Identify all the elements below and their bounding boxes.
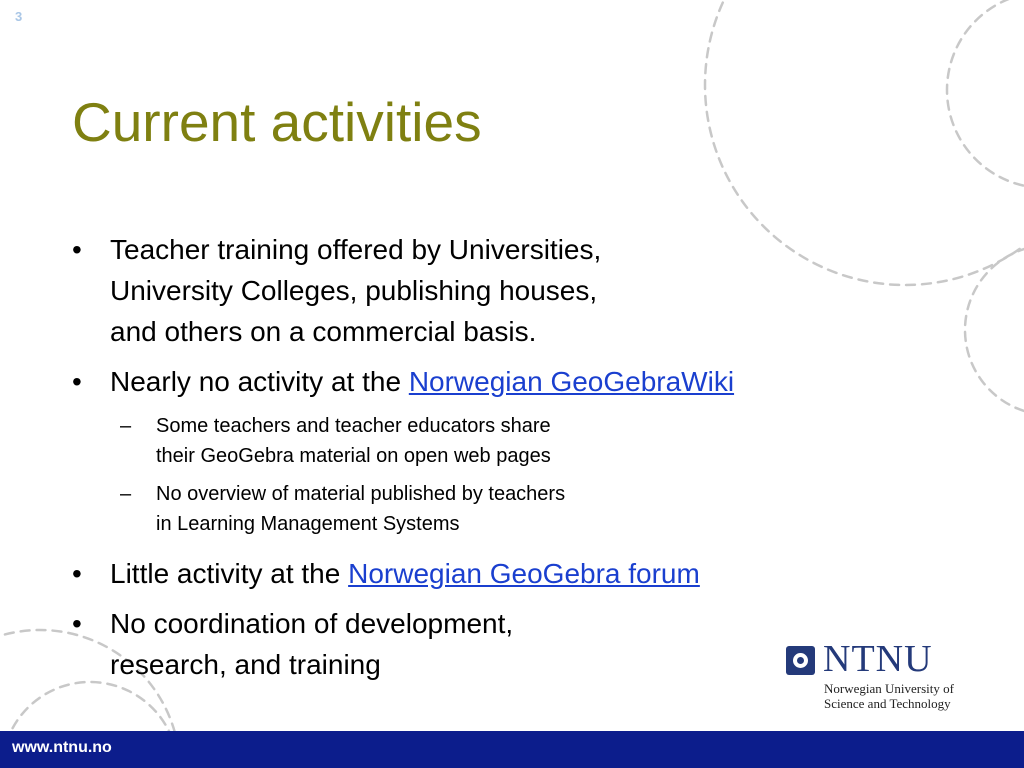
bullet-icon: • [72,608,82,639]
ntnu-wordmark: NTNU [823,638,933,680]
ntnu-emblem-icon [786,646,815,675]
bullet-list [72,229,932,694]
dash-icon: – [120,483,132,505]
bullet-text: No coordination of development, [110,608,514,639]
sub-item-text: in Learning Management Systems [156,513,460,535]
bullet-text: University Colleges, publishing houses, [110,275,598,306]
footer-url: www.ntnu.no [12,739,112,756]
ntnu-subtitle-line: Science and Technology [824,696,951,711]
geogebra-forum-link[interactable]: Norwegian GeoGebra forum [348,558,700,589]
bullet-text: research, and training [110,649,381,680]
slide-title: Current activities [72,91,482,153]
bullet-text: Nearly no activity at the [110,366,409,397]
bullet-icon: • [72,234,82,265]
sub-item-text: their GeoGebra material on open web pages [156,445,551,467]
geogebrawiki-link[interactable]: Norwegian GeoGebraWiki [408,366,735,397]
slide-number: 3 [15,9,23,24]
bullet-item-geogebrawiki [72,361,932,402]
bullet-text: Teacher training offered by Universities, [110,234,602,265]
bullet-item-geogebra-forum [72,553,932,594]
ntnu-subtitle [824,681,954,711]
footer-bar [0,731,1024,768]
ntnu-subtitle-line: Norwegian University of [824,681,954,696]
bullet-icon: • [72,558,82,589]
dash-icon: – [120,415,132,437]
sub-item-no-overview [72,479,932,539]
bullet-icon: • [72,366,82,397]
bullet-text: and others on a commercial basis. [110,316,537,347]
bullet-item-teacher-training [72,229,932,352]
bullet-text: Little activity at the [110,558,349,589]
sub-item-teachers-share [72,411,932,471]
sub-item-text: Some teachers and teacher educators share [156,415,551,437]
sub-item-text: No overview of material published by teachers [156,483,566,505]
ntnu-logo [786,638,1006,716]
